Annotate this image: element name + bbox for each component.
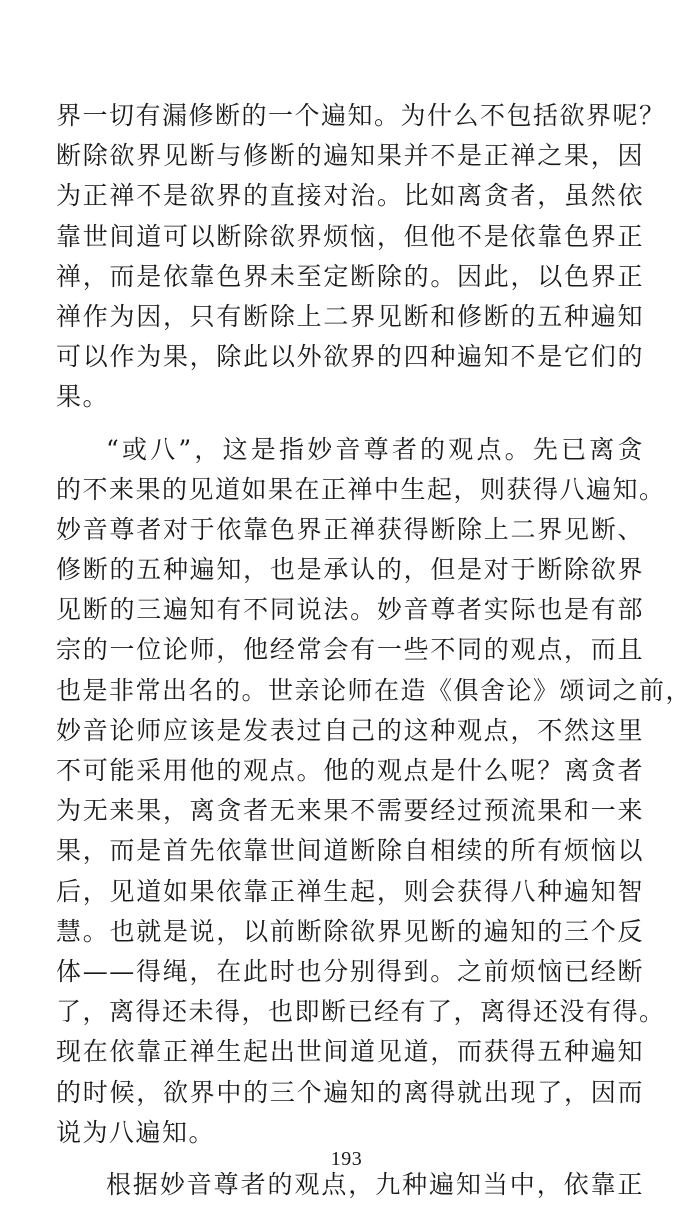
text-line: 可以作为果，除此以外欲界的四种遍知不是它们的 [56, 342, 644, 372]
text-line: 根据妙音尊者的观点，九种遍知当中，依靠正 [106, 1169, 644, 1199]
text-line: 妙音尊者对于依靠色界正禅获得断除上二界见断、 [56, 514, 644, 544]
text-line: 见断的三遍知有不同说法。妙音尊者实际也是有部 [56, 595, 644, 625]
text-line: 禅作为因，只有断除上二界见断和修断的五种遍知 [56, 301, 644, 331]
text-line: “或八”，这是指妙音尊者的观点。先已离贪 [106, 434, 644, 464]
paragraph-1 [56, 96, 666, 418]
text-line: 果。 [56, 382, 110, 412]
text-line: 的不来果的见道如果在正禅中生起，则获得八遍知。 [56, 474, 666, 504]
text-line: 慧。也就是说，以前断除欲界见断的遍知的三个反 [56, 916, 644, 946]
text-line: 的时候，欲界中的三个遍知的离得就出现了，因而 [56, 1077, 644, 1107]
text-line: 靠世间道可以断除欲界烦恼，但他不是依靠色界正 [56, 221, 644, 251]
text-line: 说为八遍知。 [56, 1117, 216, 1147]
paragraph-2 [56, 430, 693, 1153]
text-line: 了，离得还未得，也即断已经有了，离得还没有得。 [56, 997, 666, 1027]
text-line: 修断的五种遍知，也是承认的，但是对于断除欲界 [56, 555, 644, 585]
body-text [56, 96, 693, 1205]
text-line: 后，见道如果依靠正禅生起，则会获得八种遍知智 [56, 876, 644, 906]
text-line: 宗的一位论师，他经常会有一些不同的观点，而且 [56, 635, 644, 665]
text-line: 妙音论师应该是发表过自己的这种观点，不然这里 [56, 715, 644, 745]
text-line: 体——得绳，在此时也分别得到。之前烦恼已经断 [56, 956, 644, 986]
text-line: 现在依靠正禅生起出世间道见道，而获得五种遍知 [56, 1037, 644, 1067]
page-number: 193 [330, 1148, 363, 1170]
text-line: 禅，而是依靠色界未至定断除的。因此，以色界正 [56, 261, 644, 291]
text-line: 也是非常出名的。世亲论师在造《俱舍论》颂词之前， [56, 675, 693, 705]
text-line: 为正禅不是欲界的直接对治。比如离贪者，虽然依 [56, 181, 644, 211]
text-line: 断除欲界见断与修断的遍知果并不是正禅之果，因 [56, 141, 644, 171]
text-line: 界一切有漏修断的一个遍知。为什么不包括欲界呢？ [56, 101, 666, 130]
text-line: 为无来果，离贪者无来果不需要经过预流果和一来 [56, 796, 644, 826]
text-line: 果，而是首先依靠世间道断除自相续的所有烦恼以 [56, 836, 644, 866]
text-line: 不可能采用他的观点。他的观点是什么呢？离贪者 [56, 756, 644, 785]
